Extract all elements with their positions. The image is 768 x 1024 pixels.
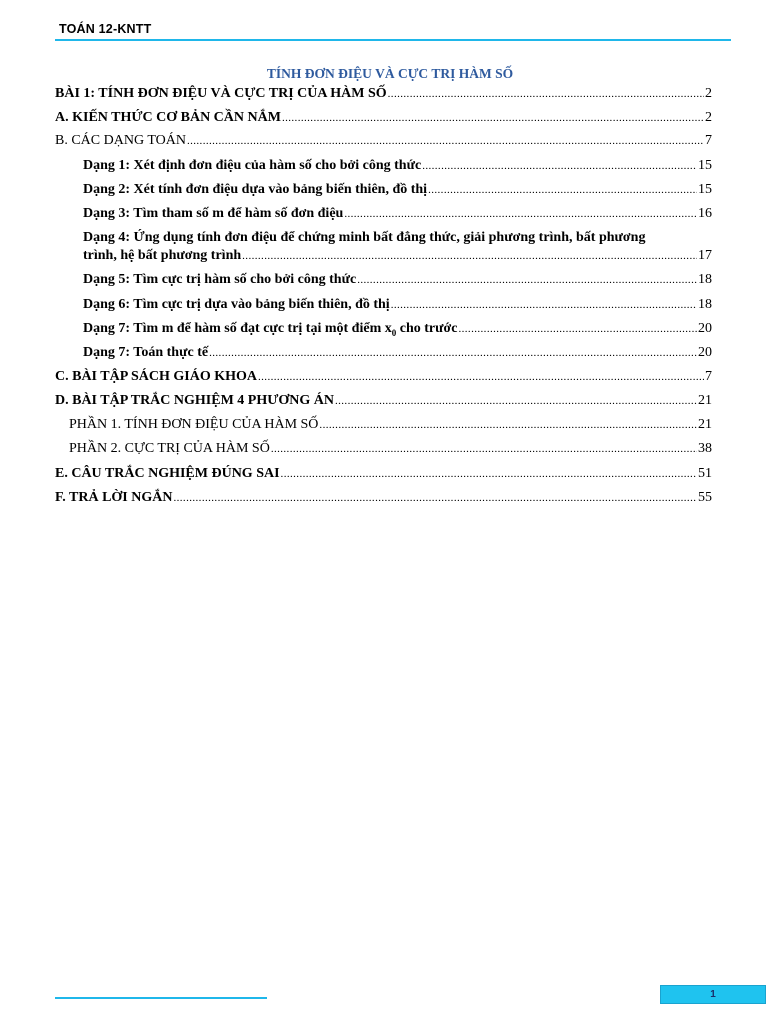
toc-entry-phan-1[interactable] — [69, 417, 712, 433]
toc-entry-page: 2 — [705, 110, 712, 125]
toc-entry-page: 15 — [698, 158, 712, 173]
toc-leader-dots — [357, 272, 697, 288]
toc-entry-dang-7-thuc-te[interactable] — [83, 345, 712, 361]
toc-leader-dots — [458, 321, 697, 337]
toc-leader-dots — [282, 110, 704, 126]
toc-leader-dots — [335, 393, 697, 409]
toc-entry-dang-6[interactable] — [83, 297, 712, 313]
toc-entry-section-c[interactable] — [55, 369, 712, 385]
toc-entry-page: 18 — [698, 272, 712, 287]
toc-leader-dots — [319, 417, 697, 433]
toc-entry-label: A. KIẾN THỨC CƠ BẢN CẦN NẮM — [55, 110, 281, 125]
toc-entry-page: 18 — [698, 297, 712, 312]
toc-entry-page: 2 — [705, 86, 712, 101]
toc-entry-label: Dạng 3: Tìm tham số m để hàm số đơn điệu — [83, 206, 344, 221]
toc-entry-label: Dạng 5: Tìm cực trị hàm số cho bởi công thức — [83, 272, 357, 287]
toc-leader-dots — [388, 86, 704, 102]
toc-leader-dots — [242, 248, 697, 264]
toc-entry-section-f[interactable] — [55, 490, 712, 506]
toc-entry-page: 55 — [698, 490, 712, 505]
toc-leader-dots — [258, 369, 704, 385]
toc-entry-dang-4[interactable] — [83, 248, 712, 264]
toc-entry-page: 38 — [698, 441, 712, 456]
toc-leader-dots — [344, 206, 697, 222]
toc-entry-label: PHẦN 1. TÍNH ĐƠN ĐIỆU CỦA HÀM SỐ — [69, 417, 319, 432]
toc-entry-section-a[interactable] — [55, 110, 712, 126]
toc-entry-label: BÀI 1: TÍNH ĐƠN ĐIỆU VÀ CỰC TRỊ CỦA HÀM SỐ — [55, 86, 387, 101]
toc-entry-dang-2[interactable] — [83, 182, 712, 198]
toc-leader-dots — [281, 466, 697, 482]
subscript-zero: 0 — [391, 327, 397, 338]
page-number-badge: 1 — [660, 985, 766, 1004]
toc-entry-label: D. BÀI TẬP TRẮC NGHIỆM 4 PHƯƠNG ÁN — [55, 393, 334, 408]
toc-entry-dang-4-line1[interactable]: Dạng 4: Ứng dụng tính đơn điệu để chứng minh bất đẳng thức, giải phương trình, bất phương — [83, 230, 646, 245]
toc-entry-label-pre: Dạng 7: Tìm m để hàm số đạt cực trị tại một điểm x — [83, 321, 392, 336]
toc-entry-phan-2[interactable] — [69, 441, 712, 457]
toc-entry-label: F. TRẢ LỜI NGẮN — [55, 490, 173, 505]
toc-entry-label: trình, hệ bất phương trình — [83, 248, 242, 263]
toc-leader-dots — [428, 182, 697, 198]
toc-entry-label: Dạng 2: Xét tính đơn điệu dựa vào bảng biến thiên, đồ thị — [83, 182, 428, 197]
toc-entry-label: Dạng 7: Toán thực tế — [83, 345, 209, 360]
toc-entry-label-post: cho trước — [396, 321, 458, 336]
toc-entry-page: 7 — [705, 369, 712, 384]
toc-leader-dots — [173, 490, 697, 506]
toc-entry-page: 7 — [705, 133, 712, 148]
toc-entry-label: E. CÂU TRẮC NGHIỆM ĐÚNG SAI — [55, 466, 280, 481]
toc-entry-label: Dạng 1: Xét định đơn điệu của hàm số cho bởi công thức — [83, 158, 422, 173]
toc-entry-page: 15 — [698, 182, 712, 197]
toc-entry-label: Dạng 6: Tìm cực trị dựa vào bảng biến thiên, đồ thị — [83, 297, 390, 312]
toc-entry-dang-7-cuc-tri[interactable] — [83, 321, 712, 341]
toc-entry-label: PHẦN 2. CỰC TRỊ CỦA HÀM SỐ — [69, 441, 270, 456]
toc-entry-label: B. CÁC DẠNG TOÁN — [55, 133, 186, 148]
document-title: TÍNH ĐƠN ĐIỆU VÀ CỰC TRỊ HÀM SỐ — [266, 66, 514, 81]
toc-entry-dang-3[interactable] — [83, 206, 712, 222]
toc-entry-page: 16 — [698, 206, 712, 221]
toc-entry-section-b[interactable] — [55, 133, 712, 149]
toc-entry-bai-1[interactable] — [55, 86, 712, 102]
toc-leader-dots — [391, 297, 697, 313]
toc-entry-label: C. BÀI TẬP SÁCH GIÁO KHOA — [55, 369, 257, 384]
toc-entry-section-e[interactable] — [55, 466, 712, 482]
toc-entry-label — [83, 321, 457, 341]
toc-entry-page: 17 — [698, 248, 712, 263]
header-title: TOÁN 12-KNTT — [59, 22, 152, 36]
toc-entry-dang-1[interactable] — [83, 158, 712, 174]
toc-entry-dang-5[interactable] — [83, 272, 712, 288]
toc-entry-page: 21 — [698, 393, 712, 408]
toc-leader-dots — [271, 441, 697, 457]
toc-leader-dots — [187, 133, 704, 149]
toc-entry-page: 20 — [698, 345, 712, 360]
toc-leader-dots — [209, 345, 697, 361]
footer-rule — [55, 997, 267, 999]
toc-entry-page: 21 — [698, 417, 712, 432]
toc-entry-page: 51 — [698, 466, 712, 481]
toc-leader-dots — [422, 158, 697, 174]
toc-entry-section-d[interactable] — [55, 393, 712, 409]
toc-entry-page: 20 — [698, 321, 712, 336]
